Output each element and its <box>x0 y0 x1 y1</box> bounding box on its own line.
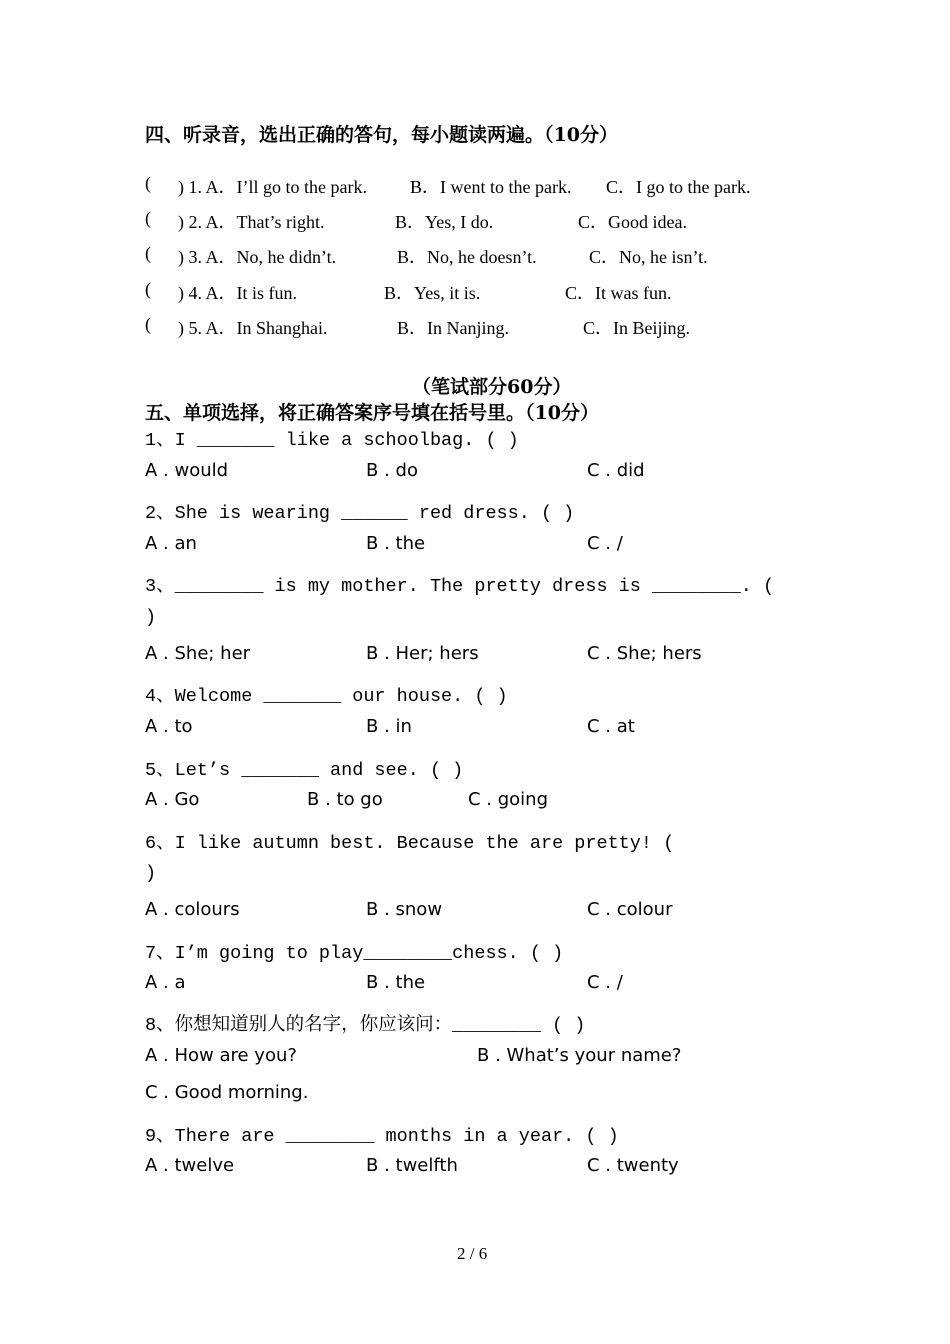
question-7: 7、I’m going to play________chess. ( ) <box>145 943 564 964</box>
question-9: 9、There are ________ months in a year. ( ) <box>145 1126 619 1147</box>
listen-item-3-c: C．No, he isn’t. <box>589 247 708 267</box>
question-6-paren-close: ) <box>145 863 157 884</box>
q6-option-c: C . colour <box>587 899 673 920</box>
q2-option-a: A . an <box>145 533 197 554</box>
listen-item-1-b: B．I went to the park. <box>410 177 572 197</box>
question-6: 6、I like autumn best. Because the are pretty! ( <box>145 833 675 854</box>
q1-option-c: C . did <box>587 460 645 481</box>
q1-option-b: B . do <box>366 460 418 481</box>
q7-option-a: A . a <box>145 972 186 993</box>
listen-item-3-b: B．No, he doesn’t. <box>397 247 537 267</box>
listen-item-1-paren: ( <box>145 173 151 193</box>
q5-option-b: B . to go <box>307 789 383 810</box>
q9-option-b: B . twelfth <box>366 1155 458 1176</box>
listen-item-4-a: ) 4. A．It is fun. <box>178 283 297 303</box>
q5-option-a: A . Go <box>145 789 200 810</box>
q6-option-b: B . snow <box>366 899 443 920</box>
q9-option-a: A . twelve <box>145 1155 235 1176</box>
question-3-paren-close: ) <box>145 607 157 628</box>
listen-item-2-paren: ( <box>145 208 151 228</box>
question-1: 1、I _______ like a schoolbag. ( ) <box>145 430 519 451</box>
question-8: 8、你想知道别人的名字，你应该问：________ ( ) <box>145 1015 586 1036</box>
q4-option-b: B . in <box>366 716 412 737</box>
listen-item-4-paren: ( <box>145 279 151 299</box>
listen-item-5-paren: ( <box>145 314 151 334</box>
listen-item-1-c: C．I go to the park. <box>606 177 751 197</box>
q5-option-c: C . going <box>468 789 549 810</box>
listen-item-5-b: B．In Nanjing. <box>397 318 509 338</box>
question-2: 2、She is wearing ______ red dress. ( ) <box>145 503 575 524</box>
listen-item-3-paren: ( <box>145 243 151 263</box>
listen-item-1-a: ) 1. A．I’ll go to the park. <box>178 177 367 197</box>
q7-option-c: C . / <box>587 972 623 993</box>
q1-option-a: A . would <box>145 460 229 481</box>
q8-option-c: C . Good morning. <box>145 1082 309 1103</box>
question-3: 3、________ is my mother. The pretty dress is ________. ( <box>145 576 775 597</box>
q8-option-a: A . How are you? <box>145 1045 297 1066</box>
listen-item-3-a: ) 3. A．No, he didn’t. <box>178 247 337 267</box>
section-5-title: 五、单项选择，将正确答案序号填在括号里。（10分） <box>145 402 599 424</box>
q6-option-a: A . colours <box>145 899 240 920</box>
q3-option-b: B . Her; hers <box>366 643 479 664</box>
listen-item-2-b: B．Yes, I do. <box>395 212 494 232</box>
page-number: 2 / 6 <box>457 1244 488 1263</box>
question-4: 4、Welcome _______ our house. ( ) <box>145 686 508 707</box>
q9-option-c: C . twenty <box>587 1155 679 1176</box>
q8-option-b: B . What’s your name? <box>477 1045 682 1066</box>
written-part-label: （笔试部分60分） <box>412 376 572 398</box>
listen-item-2-a: ) 2. A．That’s right. <box>178 212 325 232</box>
listen-item-5-a: ) 5. A．In Shanghai. <box>178 318 328 338</box>
section-4-title: 四、听录音，选出正确的答句，每小题读两遍。（10分） <box>145 124 618 146</box>
question-5: 5、Let’s _______ and see. ( ) <box>145 760 464 781</box>
q2-option-c: C . / <box>587 533 623 554</box>
listen-item-4-b: B．Yes, it is. <box>384 283 481 303</box>
q3-option-c: C . She; hers <box>587 643 702 664</box>
q3-option-a: A . She; her <box>145 643 251 664</box>
listen-item-5-c: C．In Beijing. <box>583 318 690 338</box>
q7-option-b: B . the <box>366 972 426 993</box>
q4-option-c: C . at <box>587 716 635 737</box>
listen-item-4-c: C．It was fun. <box>565 283 672 303</box>
q4-option-a: A . to <box>145 716 193 737</box>
q2-option-b: B . the <box>366 533 426 554</box>
listen-item-2-c: C．Good idea. <box>578 212 687 232</box>
